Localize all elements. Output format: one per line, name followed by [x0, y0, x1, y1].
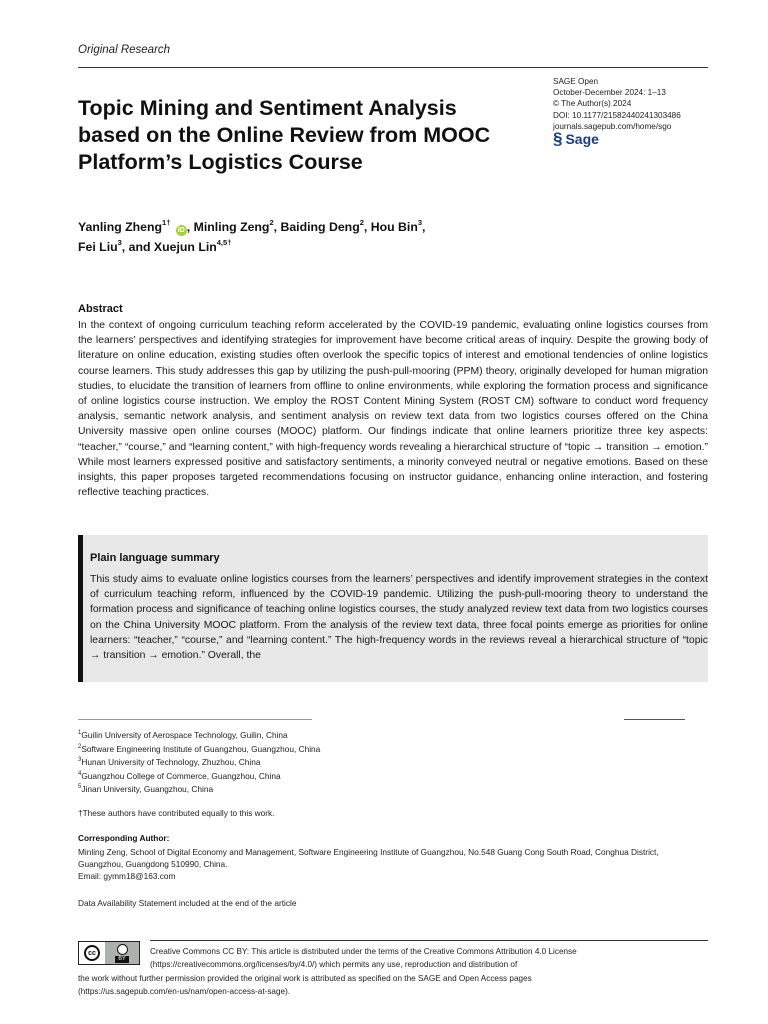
affiliation-item	[78, 743, 718, 757]
author-name[interactable]: , Hou Bin	[363, 220, 418, 234]
author-sup: 4,5†	[216, 238, 232, 247]
cc-by-badge[interactable]	[78, 941, 140, 965]
license-link[interactable]: (https://creativecommons.org/licenses/by/4.0/) which permits any use, reproduction and distribution of	[150, 960, 518, 970]
affiliation-text: Hunan University of Technology, Zhuzhou, China	[81, 757, 261, 768]
license-link[interactable]: (https://us.sagepub.com/en-us/nam/open-access-at-sage).	[78, 987, 291, 997]
affiliation-number: 1	[78, 730, 82, 736]
cc-icon-wrap	[79, 942, 105, 964]
affiliation-item	[78, 770, 718, 784]
sage-s-icon: §	[553, 129, 563, 148]
author-sup: 3	[117, 238, 122, 247]
author-sup: 1†	[162, 218, 171, 227]
license-text-continued	[78, 972, 718, 999]
author-separator: ,	[422, 220, 426, 234]
author-name[interactable]: , and Xuejun Lin	[121, 240, 217, 254]
journal-name: SAGE Open	[553, 77, 599, 86]
cc-icon: cc	[84, 945, 100, 961]
author-sup: 2	[359, 218, 364, 227]
sage-logo[interactable]	[553, 131, 599, 147]
doi-link[interactable]: DOI: 10.1177/21582440241303486	[553, 110, 681, 120]
abstract-heading: Abstract	[78, 303, 123, 315]
corresponding-author-heading: Corresponding Author:	[78, 833, 170, 843]
affiliation-number: 4	[78, 770, 82, 777]
journal-meta	[553, 76, 713, 132]
license-line: Creative Commons CC BY: This article is distributed under the terms of the Creative Commons Attribution 4.0 License	[150, 947, 577, 956]
affiliation-text: Guangzhou College of Commerce, Guangzhou, China	[81, 770, 281, 781]
affiliation-item	[78, 756, 718, 770]
section-label: Original Research	[78, 44, 171, 56]
journal-issue: October-December 2024: 1–13	[553, 88, 666, 98]
author-sup: 3	[417, 218, 423, 227]
affiliation-item	[78, 783, 718, 797]
article-title: Topic Mining and Sentiment Analysis based on the Online Review from MOOC Platform’s Logistics Course	[78, 96, 491, 174]
license-line: the work without further permission provided the original work is attributed as specified on the SAGE and Open Access pages	[78, 974, 532, 983]
author-name[interactable]: Fei Liu	[78, 240, 118, 254]
data-availability-note: Data Availability Statement included at the end of the article	[78, 898, 297, 908]
affiliation-text: Software Engineering Institute of Guangzhou, Guangzhou, China	[81, 743, 321, 754]
orcid-icon[interactable]: iD	[177, 227, 185, 234]
corresponding-address: Minling Zeng, School of Digital Economy and Management, Software Engineering Institute of Guangzhou, No.548 Guang Cong South Road, Conghua District,	[78, 847, 659, 857]
header-rule	[78, 67, 708, 68]
abstract-text: In the context of ongoing curriculum teaching reform accelerated by the COVID-19 pandemic, evaluating online logistics courses from the learners’ perspectives and identifying strategies for improvement have become critical areas of inquiry. Despite the growing body of literature on online education, existing studies often overlook the specific topics of interest and emotional tendencies of online logistics course learners. This study addresses this gap by utilizing the push-pull-mooring (PPM) theory, originally developed for human migration studies, to elucidate the transition of learners from offline to online environments, while exploring the formation process and significance of online logistics course instruction. We employ the ROST Content Mining System (ROST CM) software to conduct word frequency analysis, semantic network analysis, and sentiment analysis on review text data from two logistics courses offered on the China University massive open online courses (MOOC) platform. Our findings indicate that online learners prioritize three key aspects: “teacher,” “course,” and “learning content,” with high-frequency words revealing a hierarchical structure of “topic → transition → emotion.” While most learners expressed positive and satisfactory sentiments, a minority conveyed neutral or negative emotions. Based on these insights, this paper proposes targeted recommendations focusing on instructor guidance, enhancing online interaction, and fostering reflective teaching practices.	[78, 320, 708, 499]
affiliation-text: Jinan University, Guangzhou, China	[81, 784, 214, 795]
affiliations	[78, 729, 718, 797]
license-text	[150, 945, 710, 972]
author-name[interactable]: Yanling Zheng	[78, 220, 163, 234]
attribution-person-icon	[117, 944, 128, 955]
author-sup: 2	[269, 218, 274, 227]
corresponding-address: Guangzhou, Guangdong 510990, China.	[78, 859, 228, 870]
affiliation-number: 5	[78, 784, 82, 791]
by-icon-wrap	[105, 942, 139, 964]
sage-logo-text: Sage	[565, 131, 599, 147]
license-rule	[150, 940, 708, 941]
continuation-rule	[624, 719, 685, 720]
footnote-rule	[78, 719, 312, 720]
affiliation-text: Guilin University of Aerospace Technology, Guilin, China	[81, 730, 288, 740]
plain-language-summary-heading: Plain language summary	[90, 552, 220, 564]
by-label: BY	[115, 956, 128, 963]
corresponding-email[interactable]: Email: gymm18@163.com	[78, 871, 176, 882]
affiliation-item	[78, 729, 718, 743]
corresponding-author-details	[78, 846, 718, 883]
author-name[interactable]: , Minling Zeng	[186, 220, 270, 234]
affiliation-number: 3	[78, 757, 82, 764]
plain-language-summary-text: This study aims to evaluate online logistics courses from the learners’ perspectives and identify improvement strategies in the context of curriculum teaching reform, influenced by the COVID-19 pandemic. Utilizing the push-pull-mooring theory to understand the formation process and significance of teaching online logistics courses, the study analyzed review text data from two logistics courses on the China University MOOC platform. From the analysis of the review text data, three focal points emerge as priorities for online learners: “teacher,” “course,” and “learning content.” The high-frequency words in the reviews reveal a hierarchical structure of “topic → transition → emotion.” Overall, the	[90, 574, 708, 662]
author-list	[78, 217, 528, 257]
equal-contribution-note: †These authors have contributed equally to this work.	[78, 808, 275, 818]
affiliation-number: 2	[78, 743, 82, 750]
summary-accent-bar	[78, 535, 83, 682]
journal-url-link[interactable]: journals.sagepub.com/home/sgo	[553, 121, 672, 131]
author-name[interactable]: , Baiding Deng	[273, 220, 360, 234]
copyright: © The Author(s) 2024	[553, 99, 632, 109]
